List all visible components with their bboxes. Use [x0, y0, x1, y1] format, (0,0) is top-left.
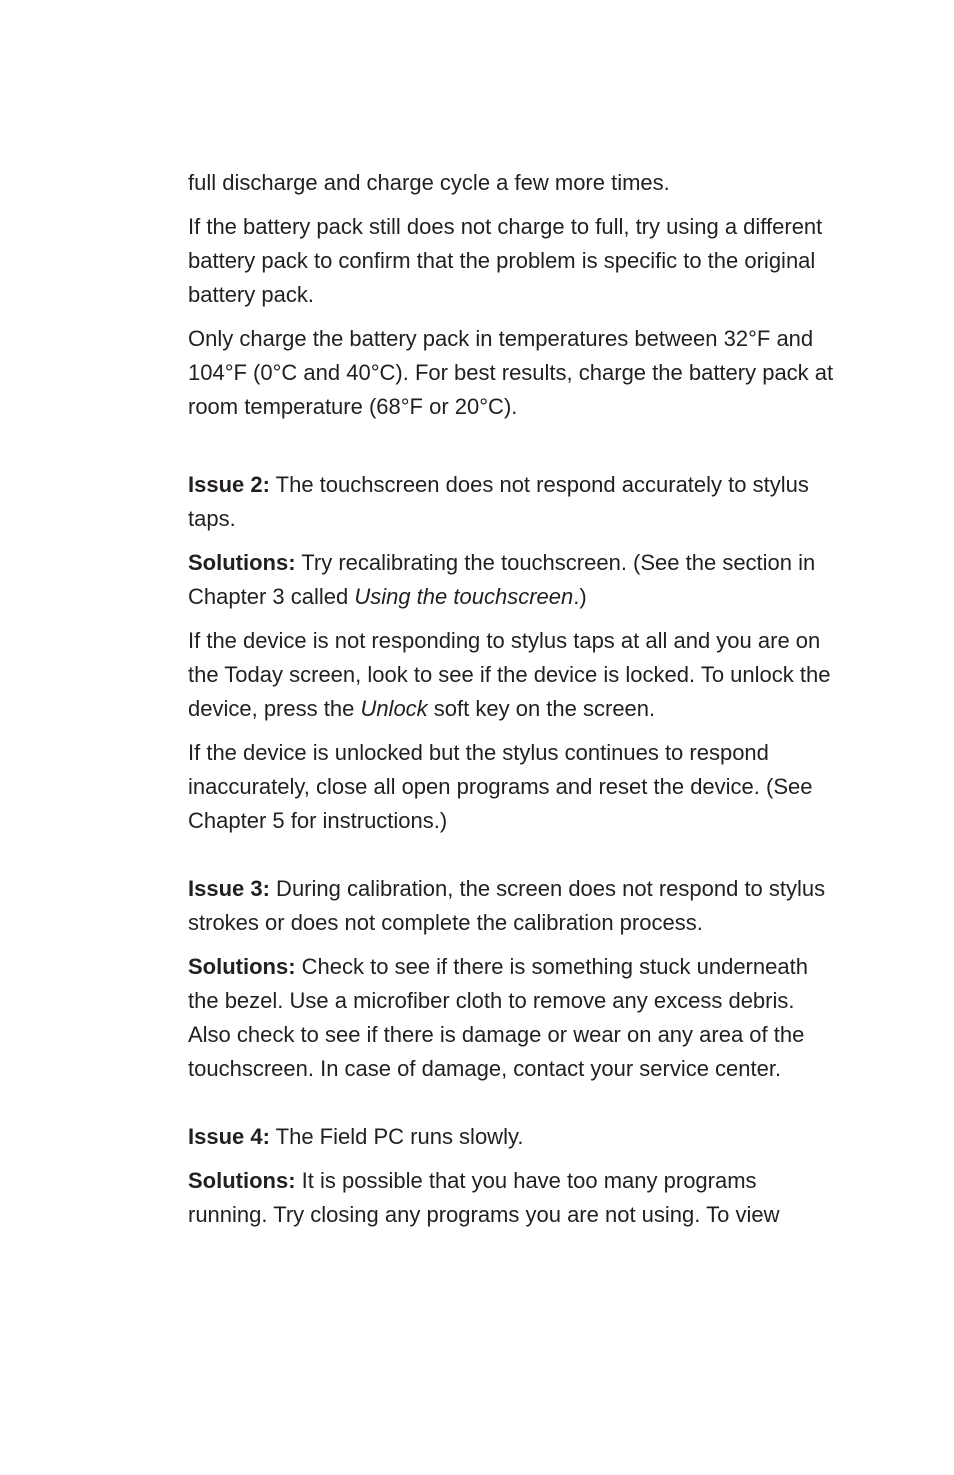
issue-3-solutions-label: Solutions:	[188, 954, 296, 979]
issue-2-paragraph-locked	[188, 624, 838, 726]
issue-3-text: During calibration, the screen does not respond to stylus strokes or does not complete the calibration process.	[188, 876, 826, 935]
issue-2-solutions-section-title: Using the touchscreen	[354, 584, 574, 609]
issue-4-label: Issue 4:	[188, 1124, 270, 1149]
issue-4-solutions	[188, 1164, 838, 1232]
issue-2-locked-text-end: soft key on the screen.	[427, 696, 656, 721]
issue-4-text: The Field PC runs slowly.	[269, 1124, 524, 1149]
issue-2-solutions-text: Try recalibrating the touchscreen. (See the section in Chapter 3 called	[188, 550, 816, 609]
issue-2-locked-text: If the device is not responding to stylus taps at all and you are on the Today screen, look to see if the device is locked. To unlock the device, press the	[188, 628, 831, 721]
issue-2-solutions-label: Solutions:	[188, 550, 296, 575]
issue-4-heading	[188, 1120, 838, 1154]
issue-3-label: Issue 3:	[188, 876, 270, 901]
issue-3-solutions	[188, 950, 838, 1086]
issue-4-solutions-label: Solutions:	[188, 1168, 296, 1193]
paragraph-discharge-cycle: full discharge and charge cycle a few more times.	[188, 170, 670, 195]
document-page	[188, 166, 838, 1242]
issue-2-text: The touchscreen does not respond accurately to stylus taps.	[188, 472, 809, 531]
issue-2-unlock-key: Unlock	[360, 696, 428, 721]
issue-2-heading	[188, 468, 838, 536]
issue-3-heading	[188, 872, 838, 940]
issue-2-label: Issue 2:	[188, 472, 270, 497]
issue-4-solutions-text: It is possible that you have too many programs running. Try closing any programs you are not using. To view	[188, 1168, 780, 1227]
issue-2-solutions	[188, 546, 838, 614]
issue-2-paragraph-reset: If the device is unlocked but the stylus continues to respond inaccurately, close all open programs and reset the device. (See Chapter 5 for instructions.)	[188, 740, 813, 833]
paragraph-different-battery: If the battery pack still does not charge to full, try using a different battery pack to confirm that the problem is specific to the original battery pack.	[188, 214, 823, 307]
issue-3-solutions-text: Check to see if there is something stuck underneath the bezel. Use a microfiber cloth to remove any excess debris. Also check to see if there is damage or wear on any area of the touchscreen. In case of damage, contact your service center.	[188, 954, 808, 1081]
issue-2-solutions-text-end: .)	[573, 584, 587, 609]
paragraph-charge-temperature: Only charge the battery pack in temperatures between 32°F and 104°F (0°C and 40°C). For best results, charge the battery pack at room temperature (68°F or 20°C).	[188, 326, 834, 419]
